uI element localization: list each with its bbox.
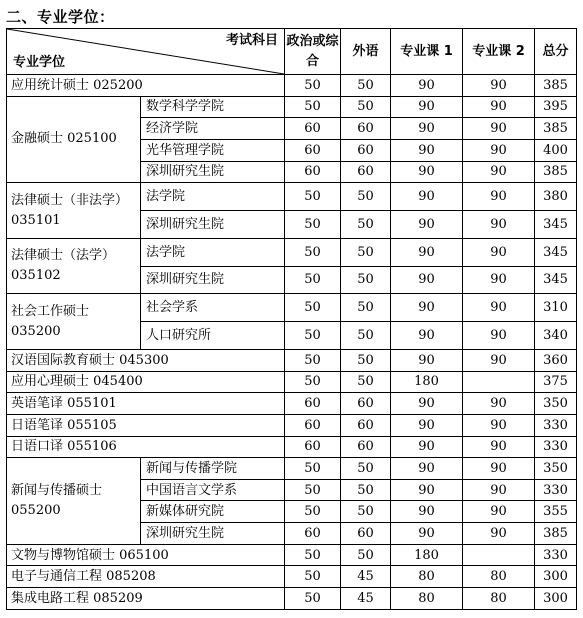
score-cell-major-course-1: 90 <box>391 436 463 458</box>
score-cell-major-course-2 <box>463 371 535 393</box>
col-header-foreign-language: 外语 <box>341 29 391 75</box>
program-name-cell: 日语笔译 055105 <box>7 414 285 436</box>
score-cell-total: 385 <box>535 118 577 140</box>
table-row <box>7 458 577 480</box>
score-cell-politics: 50 <box>285 211 341 239</box>
section-title: 二、专业学位： <box>6 8 115 26</box>
score-cell-foreign-language: 60 <box>341 523 391 545</box>
score-cell-total: 330 <box>535 544 577 566</box>
program-name-cell: 日语口译 055106 <box>7 436 285 458</box>
score-cell-politics: 60 <box>285 436 341 458</box>
score-cell-major-course-2: 90 <box>463 436 535 458</box>
program-name-cell: 金融硕士 025100 <box>7 96 141 183</box>
score-cell-foreign-language: 60 <box>341 436 391 458</box>
score-cell-politics: 60 <box>285 523 341 545</box>
score-cell-politics: 50 <box>285 349 341 371</box>
header-row <box>7 29 577 75</box>
score-cell-major-course-1: 90 <box>391 183 463 211</box>
score-cell-major-course-1: 90 <box>391 393 463 415</box>
score-cell-major-course-1: 90 <box>391 294 463 322</box>
school-cell: 社会学系 <box>141 294 285 322</box>
score-cell-politics: 50 <box>285 588 341 610</box>
score-cell-total: 375 <box>535 371 577 393</box>
score-cell-major-course-1: 90 <box>391 211 463 239</box>
score-cell-major-course-2: 90 <box>463 523 535 545</box>
score-cell-politics: 50 <box>285 322 341 350</box>
score-cell-politics: 50 <box>285 544 341 566</box>
score-cell-major-course-2: 90 <box>463 322 535 350</box>
major-header-label: 专业学位 <box>13 55 66 70</box>
score-table <box>6 28 577 610</box>
score-cell-total: 345 <box>535 211 577 239</box>
score-cell-total: 355 <box>535 501 577 523</box>
score-cell-politics: 50 <box>285 479 341 501</box>
score-cell-foreign-language: 60 <box>341 139 391 161</box>
score-cell-politics: 50 <box>285 294 341 322</box>
score-cell-politics: 50 <box>285 458 341 480</box>
score-cell-politics: 60 <box>285 161 341 183</box>
program-name-cell: 应用心理硕士 045400 <box>7 371 285 393</box>
score-cell-foreign-language: 50 <box>341 501 391 523</box>
score-cell-major-course-2: 90 <box>463 75 535 97</box>
score-cell-politics: 50 <box>285 96 341 118</box>
col-header-politics: 政治或综合 <box>285 29 341 75</box>
score-cell-major-course-2: 90 <box>463 479 535 501</box>
score-cell-major-course-2: 90 <box>463 458 535 480</box>
score-cell-politics: 50 <box>285 501 341 523</box>
program-name-cell: 社会工作硕士 035200 <box>7 294 141 350</box>
score-cell-foreign-language: 50 <box>341 266 391 294</box>
table-row <box>7 238 577 266</box>
score-cell-major-course-1: 180 <box>391 544 463 566</box>
score-cell-politics: 60 <box>285 118 341 140</box>
score-cell-major-course-1: 90 <box>391 479 463 501</box>
score-cell-major-course-2: 90 <box>463 349 535 371</box>
school-cell: 中国语言文学系 <box>141 479 285 501</box>
diagonal-header-cell <box>7 29 285 75</box>
score-cell-major-course-1: 90 <box>391 96 463 118</box>
school-cell: 人口研究所 <box>141 322 285 350</box>
score-cell-major-course-2: 90 <box>463 211 535 239</box>
score-cell-foreign-language: 60 <box>341 414 391 436</box>
table-row <box>7 183 577 211</box>
program-name-cell: 汉语国际教育硕士 045300 <box>7 349 285 371</box>
score-cell-major-course-2: 90 <box>463 96 535 118</box>
score-cell-foreign-language: 50 <box>341 183 391 211</box>
score-cell-major-course-2: 90 <box>463 266 535 294</box>
score-cell-major-course-2: 90 <box>463 501 535 523</box>
col-header-major-course-2: 专业课 2 <box>463 29 535 75</box>
score-cell-major-course-2: 80 <box>463 566 535 588</box>
score-cell-politics: 50 <box>285 238 341 266</box>
score-cell-total: 345 <box>535 266 577 294</box>
score-cell-major-course-2: 90 <box>463 294 535 322</box>
score-cell-total: 330 <box>535 414 577 436</box>
score-cell-foreign-language: 50 <box>341 371 391 393</box>
score-cell-foreign-language: 60 <box>341 118 391 140</box>
score-cell-total: 300 <box>535 588 577 610</box>
school-cell: 数学科学学院 <box>141 96 285 118</box>
score-cell-major-course-1: 80 <box>391 566 463 588</box>
school-cell: 深圳研究生院 <box>141 161 285 183</box>
score-cell-total: 395 <box>535 96 577 118</box>
score-cell-major-course-1: 90 <box>391 414 463 436</box>
score-cell-major-course-2: 90 <box>463 393 535 415</box>
score-cell-major-course-1: 90 <box>391 458 463 480</box>
score-cell-total: 385 <box>535 161 577 183</box>
school-cell: 经济学院 <box>141 118 285 140</box>
score-cell-major-course-2 <box>463 544 535 566</box>
score-cell-total: 350 <box>535 393 577 415</box>
program-name-cell: 集成电路工程 085209 <box>7 588 285 610</box>
score-cell-major-course-1: 80 <box>391 588 463 610</box>
school-cell: 新闻与传播学院 <box>141 458 285 480</box>
school-cell: 法学院 <box>141 238 285 266</box>
score-cell-foreign-language: 50 <box>341 238 391 266</box>
school-cell: 法学院 <box>141 183 285 211</box>
score-cell-total: 380 <box>535 183 577 211</box>
score-cell-politics: 50 <box>285 266 341 294</box>
table-row <box>7 436 577 458</box>
score-cell-major-course-1: 90 <box>391 161 463 183</box>
score-cell-major-course-2: 90 <box>463 414 535 436</box>
program-name-cell: 英语笔译 055101 <box>7 393 285 415</box>
score-cell-politics: 50 <box>285 566 341 588</box>
score-cell-major-course-1: 90 <box>391 322 463 350</box>
score-cell-major-course-2: 80 <box>463 588 535 610</box>
score-cell-foreign-language: 50 <box>341 75 391 97</box>
score-cell-foreign-language: 45 <box>341 588 391 610</box>
program-name-cell: 电子与通信工程 085208 <box>7 566 285 588</box>
score-cell-foreign-language: 50 <box>341 349 391 371</box>
score-cell-foreign-language: 50 <box>341 294 391 322</box>
table-row <box>7 414 577 436</box>
table-row <box>7 566 577 588</box>
score-cell-major-course-1: 90 <box>391 118 463 140</box>
score-cell-total: 385 <box>535 75 577 97</box>
score-cell-total: 360 <box>535 349 577 371</box>
score-cell-major-course-1: 180 <box>391 371 463 393</box>
score-cell-major-course-1: 90 <box>391 266 463 294</box>
program-name-cell: 应用统计硕士 025200 <box>7 75 285 97</box>
score-cell-major-course-2: 90 <box>463 118 535 140</box>
col-header-total: 总分 <box>535 29 577 75</box>
score-cell-major-course-2: 90 <box>463 238 535 266</box>
table-row <box>7 294 577 322</box>
school-cell: 深圳研究生院 <box>141 211 285 239</box>
score-cell-foreign-language: 60 <box>341 393 391 415</box>
table-body <box>7 75 577 610</box>
score-cell-politics: 60 <box>285 414 341 436</box>
table-row <box>7 588 577 610</box>
score-cell-politics: 60 <box>285 393 341 415</box>
table-row <box>7 371 577 393</box>
score-cell-foreign-language: 50 <box>341 458 391 480</box>
score-cell-foreign-language: 50 <box>341 544 391 566</box>
score-cell-major-course-2: 90 <box>463 183 535 211</box>
program-name-cell: 文物与博物馆硕士 065100 <box>7 544 285 566</box>
score-cell-foreign-language: 60 <box>341 161 391 183</box>
col-header-major-course-1: 专业课 1 <box>391 29 463 75</box>
score-cell-politics: 50 <box>285 371 341 393</box>
score-cell-foreign-language: 50 <box>341 479 391 501</box>
score-cell-total: 310 <box>535 294 577 322</box>
score-cell-total: 345 <box>535 238 577 266</box>
score-cell-politics: 50 <box>285 183 341 211</box>
subject-header-label: 考试科目 <box>225 33 278 48</box>
school-cell: 光华管理学院 <box>141 139 285 161</box>
score-cell-politics: 50 <box>285 75 341 97</box>
score-cell-total: 330 <box>535 436 577 458</box>
score-cell-foreign-language: 50 <box>341 96 391 118</box>
school-cell: 深圳研究生院 <box>141 266 285 294</box>
score-cell-major-course-1: 90 <box>391 349 463 371</box>
program-name-cell: 法律硕士（非法学）035101 <box>7 183 141 239</box>
score-cell-total: 385 <box>535 523 577 545</box>
score-cell-total: 350 <box>535 458 577 480</box>
score-cell-total: 340 <box>535 322 577 350</box>
score-cell-foreign-language: 50 <box>341 322 391 350</box>
score-cell-foreign-language: 45 <box>341 566 391 588</box>
table-row <box>7 75 577 97</box>
score-cell-major-course-1: 90 <box>391 238 463 266</box>
score-cell-major-course-1: 90 <box>391 139 463 161</box>
score-cell-politics: 60 <box>285 139 341 161</box>
school-cell: 新媒体研究院 <box>141 501 285 523</box>
score-cell-major-course-2: 90 <box>463 161 535 183</box>
table-row <box>7 544 577 566</box>
table-row <box>7 349 577 371</box>
school-cell: 深圳研究生院 <box>141 523 285 545</box>
program-name-cell: 新闻与传播硕士 055200 <box>7 458 141 545</box>
score-cell-major-course-2: 90 <box>463 139 535 161</box>
score-cell-total: 330 <box>535 479 577 501</box>
program-name-cell: 法律硕士（法学）035102 <box>7 238 141 294</box>
table-row <box>7 96 577 118</box>
table-row <box>7 393 577 415</box>
score-cell-foreign-language: 50 <box>341 211 391 239</box>
score-cell-major-course-1: 90 <box>391 523 463 545</box>
score-cell-total: 400 <box>535 139 577 161</box>
score-cell-major-course-1: 90 <box>391 75 463 97</box>
score-cell-total: 300 <box>535 566 577 588</box>
score-cell-major-course-1: 90 <box>391 501 463 523</box>
